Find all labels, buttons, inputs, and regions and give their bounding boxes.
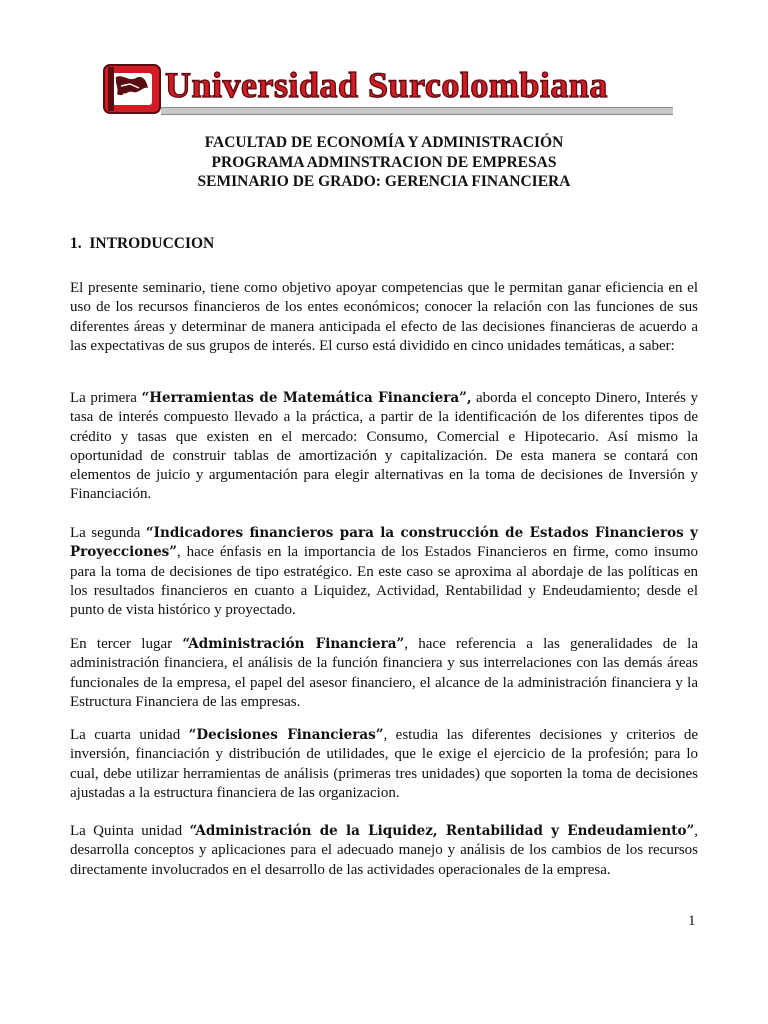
unit-5-title: “Administración de la Liquidez, Rentabilidad y Endeudamiento”	[189, 823, 695, 839]
faculty-heading: FACULTAD DE ECONOMÍA Y ADMINISTRACIÓN	[204, 134, 564, 151]
paragraph-unit-3	[70, 635, 698, 712]
unit-5-lead: La Quinta unidad	[70, 823, 190, 839]
unit-3-title: “Administración Financiera”	[182, 636, 405, 652]
unit-5-body: , desarrolla conceptos y aplicaciones para el adecuado manejo y análisis de los cambios de los recursos directamente involucrados en el desarrollo de las actividades operacionales de la empresa.	[70, 823, 698, 878]
unit-3-body: , hace referencia a las generalidades de la administración financiera, el análisis de la función financiera y sus interrelaciones con las demás áreas funcionales de la empresa, el papel del asesor financiero, el alcance de la administración financiera y la Estructura Financiera de las empresas.	[70, 636, 698, 710]
section-heading	[70, 235, 214, 253]
unit-1-body: aborda el concepto Dinero, Interés y tasa de interés compuesto llevado a la práctica, a partir de la identificación de los diferentes tipos de crédito y tasas que existen en el mercado: Consumo, Comercial e Hipotecario. Así mismo la oportunidad de construir tablas de amortización y capitalización. De esta manera se contará con elementos de juicio y argumentación para elegir alternativas en la toma de decisiones de Inversión y Financiación.	[70, 390, 698, 503]
unit-1-lead: La primera	[70, 390, 142, 406]
paragraph-unit-2	[70, 524, 698, 620]
paragraph-unit-5	[70, 822, 698, 880]
unit-2-body: , hace énfasis en la importancia de los Estados Financieros en firme, como insumo para la toma de decisiones de tipo estratégico. En este caso se aproxima al abordaje de las políticas en los resultados financieros en cuanto a Liquidez, Actividad, Rentabilidad y Endeudamiento; desde el punto de vista histórico y proyectado.	[70, 544, 698, 619]
seminar-heading: SEMINARIO DE GRADO: GERENCIA FINANCIERA	[197, 173, 571, 190]
unit-1-title: “Herramientas de Matemática Financiera”,	[141, 390, 472, 406]
paragraph-unit-1	[70, 389, 698, 505]
paragraph-unit-4	[70, 726, 698, 803]
section-title: INTRODUCCION	[89, 235, 215, 252]
paragraph-intro: El presente seminario, tiene como objetivo apoyar competencias que le permitan ganar eficiencia en el uso de los recursos financieros de los entes económicos; conocer la relación con las funciones de sus diferentes áreas y determinar de manera anticipada el efecto de las decisiones financieras de acuerdo a las expectativas de sus grupos de interés. El curso está dividido en cinco unidades temáticas, a saber:	[70, 280, 698, 354]
section-number: 1.	[70, 235, 82, 252]
unit-2-title: “Indicadores financieros para la construcción de Estados Financieros y Proyecciones”	[70, 525, 698, 561]
logo-underline-bar	[161, 107, 673, 115]
unit-2-lead: La segunda	[70, 525, 146, 541]
unit-4-title: “Decisiones Financieras”	[188, 727, 384, 743]
university-emblem-icon	[103, 64, 161, 114]
program-heading: PROGRAMA ADMINSTRACION DE EMPRESAS	[211, 154, 557, 171]
page-number: 1	[688, 913, 696, 929]
unit-3-lead: En tercer lugar	[70, 636, 183, 652]
unit-4-lead: La cuarta unidad	[70, 727, 189, 743]
unit-4-body: , estudia las diferentes decisiones y criterios de inversión, financiación y distribución de utilidades, que le exige el ejercicio de la profesión; para lo cual, debe utilizar herramientas de análisis (primeras tres unidades) que soporten la toma de decisiones ajustadas a la estructura financiera de las organizacion.	[70, 727, 698, 801]
university-logo	[103, 64, 673, 114]
logo-wordmark: Universidad Surcolombiana	[165, 65, 608, 105]
